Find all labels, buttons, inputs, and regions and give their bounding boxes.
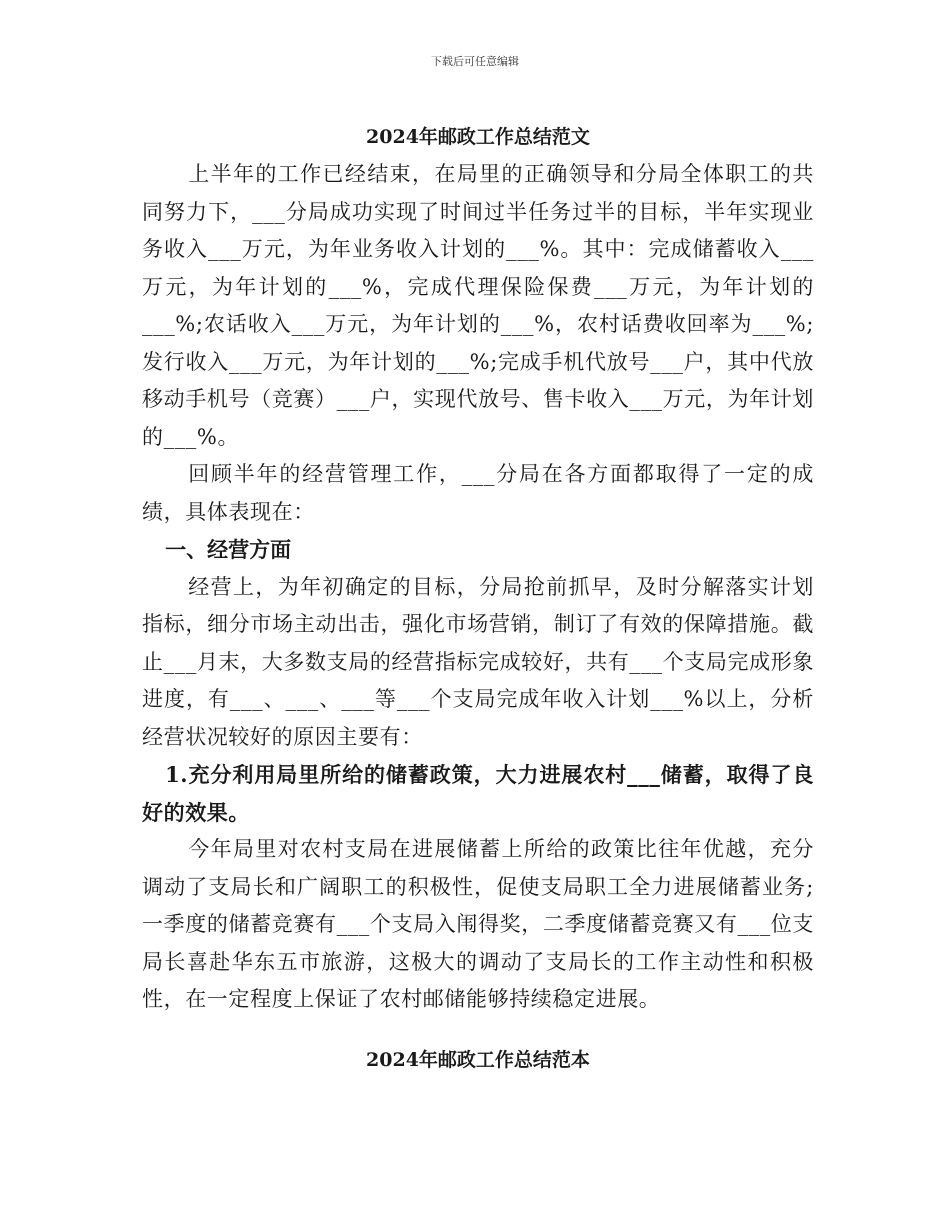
- review-paragraph: 回顾半年的经营管理工作，___分局在各方面都取得了一定的成绩，具体表现在：: [142, 462, 814, 524]
- item-1-heading: 1.充分利用局里所给的储蓄政策，大力进展农村___储蓄，取得了良好的效果。: [142, 762, 814, 825]
- section-heading-operations: 一、经营方面: [165, 537, 292, 562]
- document-body: [142, 118, 814, 1079]
- item-1-paragraph: 今年局里对农村支局在进展储蓄上所给的政策比往年优越，充分调动了支局长和广阔职工的积极性，促使支局职工全力进展储蓄业务;一季度的储蓄竞赛有___个支局入闱得奖，二季度储蓄竞赛又有___位支局长喜赴华东五市旅游，这极大的调动了支局长的工作主动性和积极性，在一定程度上保证了农村邮储能够持续稳定进展。: [142, 837, 814, 1011]
- operations-paragraph: 经营上，为年初确定的目标，分局抢前抓早，及时分解落实计划指标，细分市场主动出击，强化市场营销，制订了有效的保障措施。截止___月末，大多数支局的经营指标完成较好，共有___个支局完成形象进度，有___、___、___等___个支局完成年收入计划___%以上，分析经营状况较好的原因主要有：: [142, 574, 814, 749]
- intro-paragraph: 上半年的工作已经结束，在局里的正确领导和分局全体职工的共同努力下，___分局成功实现了时间过半任务过半的目标，半年实现业务收入___万元，为年业务收入计划的___%。其中：完成储蓄收入___万元，为年计划的___%，完成代理保险保费___万元，为年计划的___%;农话收入___万元，为年计划的___%，农村话费收回率为___%;发行收入___万元，为年计划的___%;完成手机代放号___户，其中代放移动手机号（竞赛）___户，实现代放号、售卡收入___万元，为年计划的___%。: [142, 162, 814, 449]
- page-header-note: 下载后可任意编辑: [431, 55, 519, 68]
- document-title: 2024年邮政工作总结范文: [366, 126, 590, 148]
- second-document-title: 2024年邮政工作总结范本: [366, 1048, 590, 1071]
